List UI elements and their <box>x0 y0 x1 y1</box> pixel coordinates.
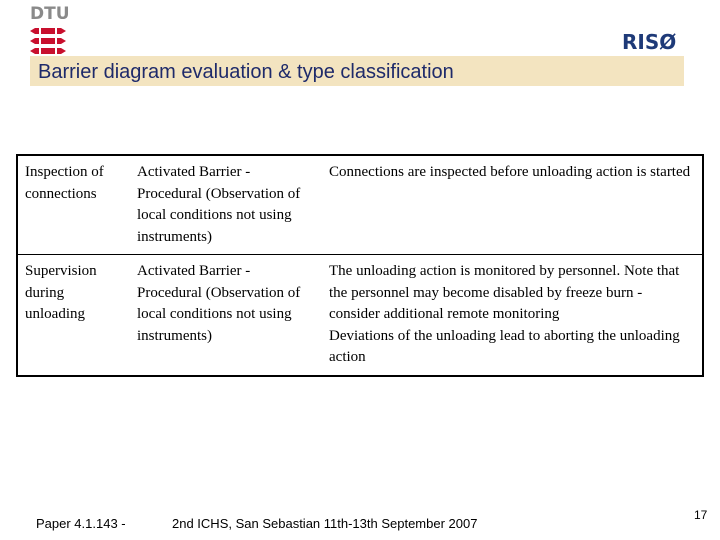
barrier-description-cell <box>322 155 703 255</box>
riso-logo: RISØ <box>622 30 677 54</box>
barrier-description-cell <box>322 255 703 376</box>
dtu-logo-text: DTU <box>30 4 70 24</box>
barrier-type-cell: Activated Barrier - Procedural (Observation of local conditions not using instruments) <box>137 164 301 245</box>
barrier-name-cell: Inspection of connections <box>25 164 104 202</box>
barrier-name-cell: Supervision during unloading <box>17 255 130 376</box>
dtu-logo <box>30 4 70 54</box>
description-line: Connections are inspected before unloading action is started <box>329 164 691 180</box>
page-title: Barrier diagram evaluation & type classification <box>38 61 454 83</box>
barrier-type-cell: Activated Barrier - Procedural (Observation of local conditions not using instruments) <box>130 255 322 376</box>
table-row <box>17 255 703 376</box>
table-row <box>17 155 703 255</box>
page-number: 17 <box>694 508 708 522</box>
footer-conference: 2nd ICHS, San Sebastian 11th-13th September 2007 <box>172 516 478 531</box>
barrier-table <box>16 154 704 377</box>
description-line: The unloading action is monitored by personnel. Note that the personnel may become disabled by freeze burn - consider additional remote monitoring <box>329 263 680 322</box>
title-bar <box>30 56 684 86</box>
description-line: Deviations of the unloading lead to aborting the unloading action <box>329 327 680 365</box>
dtu-arrows-icon <box>30 28 66 54</box>
footer-paper-ref: Paper 4.1.143 - <box>36 516 126 531</box>
